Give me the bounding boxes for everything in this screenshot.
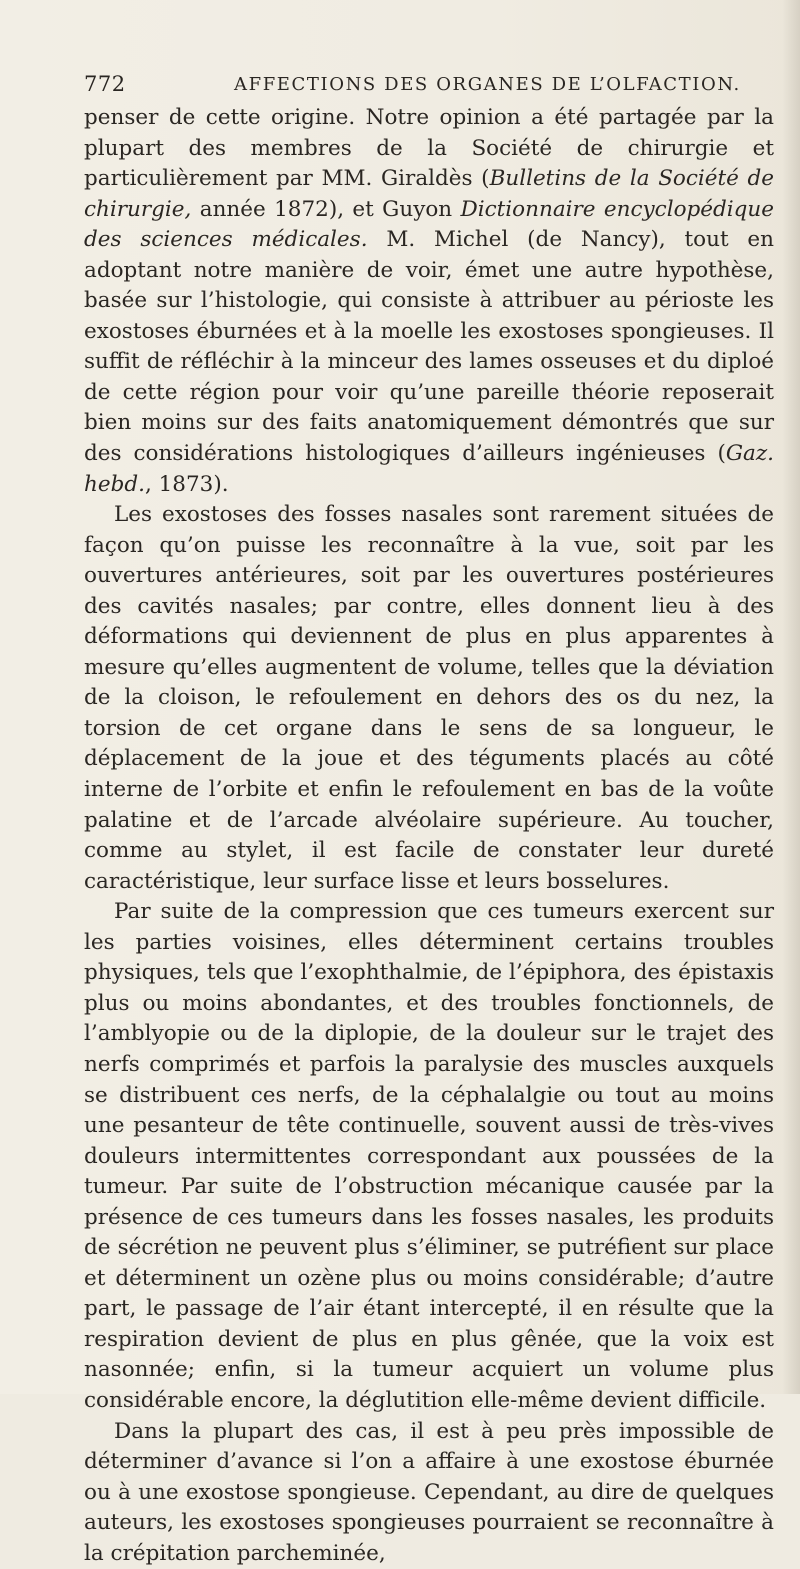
paragraph-1-part-7: , 1873). xyxy=(144,471,229,497)
running-title: AFFECTIONS DES ORGANES DE L’OLFACTION. xyxy=(234,74,741,95)
body-text xyxy=(84,103,774,1569)
citation-bulletins: Bulletins de la Société de chirurgie, xyxy=(84,166,774,222)
paragraph-2: Les exostoses des fosses nasales sont rarement situées de façon qu’on puisse les reconnaître à la vue, soit par les ouvertures antérieures, soit par les ouvertures postérieures des cavités nasales; par contre, elles donnent lieu à des déformations qui deviennent de plus en plus apparentes à mesure qu’elles augmentent de volume, telles que la déviation de la cloison, le refoulement en dehors des os du nez, la torsion de cet organe dans le sens de sa longueur, le déplacement de la joue et des téguments placés au côté interne de l’orbite et enfin le refoulement en bas de la voûte palatine et de l’arcade alvéolaire supérieure. Au toucher, comme au stylet, il est facile de constater leur dureté caractéristique, leur surface lisse et leurs bosselures. xyxy=(84,502,774,894)
paragraph-1 xyxy=(84,103,774,500)
citation-gazette: Gaz. hebd. xyxy=(84,441,774,497)
citation-dictionnaire: Dictionnaire encyclopédique des sciences médicales. xyxy=(84,196,774,253)
paragraph-3: Par suite de la compression que ces tumeurs exercent sur les parties voisines, elles déterminent certains troubles physiques, tels que l’exophthalmie, de l’épiphora, des épistaxis plus ou moins abondantes, et des troubles fonctionnels, de l’amblyopie ou de la diplopie, de la douleur sur le trajet des nerfs comprimés et parfois la paralysie des muscles auxquels se distribuent ces nerfs, de la céphalalgie ou tout au moins une pesanteur de tête continuelle, souvent aussi de très-vives douleurs intermittentes correspondant aux poussées de la tumeur. Par suite de l’obstruction mécanique causée par la présence de ces tumeurs dans les fosses nasales, les produits de sécrétion ne peuvent plus s’éliminer, se putréfient sur place et déterminent un ozène plus ou moins considérable; d’autre part, le passage de l’air étant intercepté, il en résulte que la respiration devient de plus en plus gênée, que la voix est nasonnée; enfin, si la tumeur acquiert un volume plus considérable encore, la déglutition elle-même devient difficile. xyxy=(84,899,774,1413)
paragraph-1-part-1: penser de cette origine. Notre opinion a été partagée par la plupart des membres de la Société de chirurgie et particulièrement par MM. Giraldès ( xyxy=(84,105,774,192)
page-number: 772 xyxy=(84,72,126,96)
page-edge-shadow xyxy=(782,0,800,1394)
paragraph-1-part-3: année 1872), et Guyon xyxy=(191,196,461,222)
paragraph-1-part-5: M. Michel (de Nancy), tout en adoptant notre manière de voir, émet une autre hypothèse, basée sur l’histologie, qui consiste à attribuer au périoste les exostoses éburnées et à la moelle les exostoses spongieuses. Il suffit de réfléchir à la minceur des lames osseuses et du diploé de cette région pour voir qu’une pareille théorie reposerait bien moins sur des faits anatomiquement démontrés que sur des considérations histologiques d’ailleurs ingénieuses ( xyxy=(84,227,774,467)
page-header xyxy=(84,72,774,100)
paragraph-4: Dans la plupart des cas, il est à peu près impossible de déterminer d’avance si l’on a affaire à une exostose éburnée ou à une exostose spongieuse. Cependant, au dire de quelques auteurs, les exostoses spongieuses pourraient se reconnaître à la crépitation parcheminée, xyxy=(84,1418,774,1566)
